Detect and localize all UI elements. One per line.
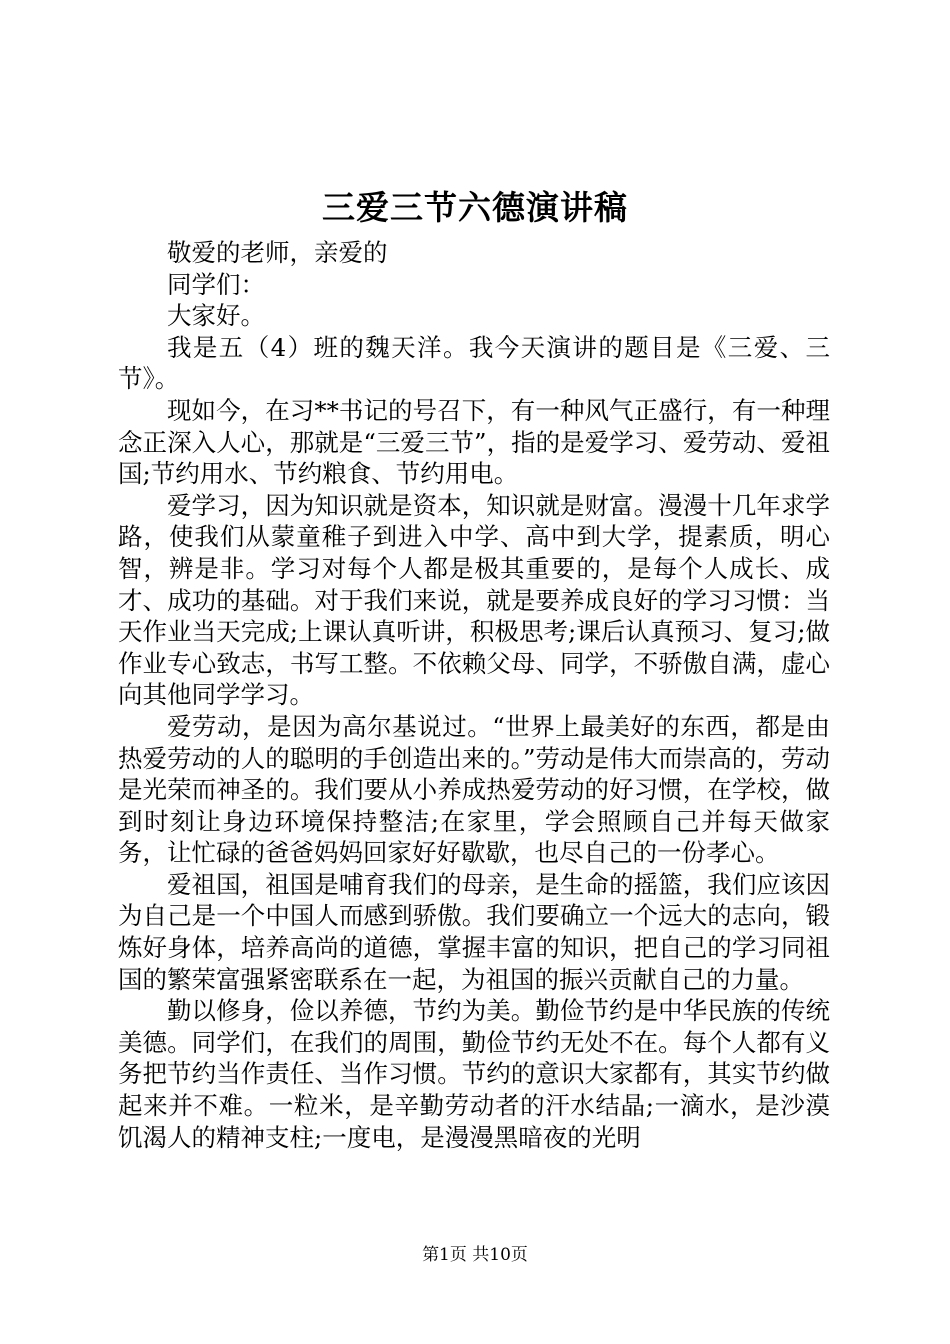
paragraph-love-country: 爱祖国，祖国是哺育我们的母亲，是生命的摇篮，我们应该因为自己是一个中国人而感到骄傲。我们要确立一个远大的志向，锻炼好身体，培养高尚的道德，掌握丰富的知识，把自己的学习同祖国的繁荣富强紧密联系在一起，为祖国的振兴贡献自己的力量。 [118,869,830,994]
paragraph-salutation: 敬爱的老师，亲爱的 [167,238,388,267]
paragraph-love-learning: 爱学习，因为知识就是资本，知识就是财富。漫漫十几年求学路，使我们从蒙童稚子到进入中学、高中到大学，提素质，明心智，辨是非。学习对每个人都是极其重要的，是每个人成长、成才、成功的基础。对于我们来说，就是要养成良好的学习习惯：当天作业当天完成;上课认真听讲，积极思考;课后认真预习、复习;做作业专心致志，书写工整。不依赖父母、同学，不骄傲自满，虚心向其他同学学习。 [118,490,830,710]
page-number-footer: 第1页 共10页 [422,1245,528,1265]
document-title: 三爱三节六德演讲稿 [322,188,628,227]
document-body [118,237,830,1153]
paragraph-greeting: 大家好。 [167,301,265,331]
paragraph-salutation-continued: 同学们： [167,269,265,299]
paragraph-thrift: 勤以修身，俭以养德，节约为美。勤俭节约是中华民族的传统美德。同学们，在我们的周围，勤俭节约无处不在。每个人都有义务把节约当作责任、当作习惯。节约的意识大家都有，其实节约做起来并不难。一粒米，是辛勤劳动者的汗水结晶;一滴水，是沙漠饥渴人的精神支柱;一度电，是漫漫黑暗夜的光明 [118,996,830,1152]
paragraph-introduction: 我是五（4）班的魏天洋。我今天演讲的题目是《三爱、三节》。 [118,332,830,394]
paragraph-three-loves-three-savings: 现如今，在习**书记的号召下，有一种风气正盛行，有一种理念正深入人心，那就是“三爱三节”，指的是爱学习、爱劳动、爱祖国;节约用水、节约粮食、节约用电。 [118,395,830,489]
paragraph-love-labor: 爱劳动，是因为高尔基说过。“世界上最美好的东西，都是由热爱劳动的人的聪明的手创造出来的。”劳动是伟大而崇高的，劳动是光荣而神圣的。我们要从小养成热爱劳动的好习惯，在学校，做到时刻让身边环境保持整洁;在家里，学会照顾自己并每天做家务，让忙碌的爸爸妈妈回家好好歇歇，也尽自己的一份孝心。 [118,711,830,868]
